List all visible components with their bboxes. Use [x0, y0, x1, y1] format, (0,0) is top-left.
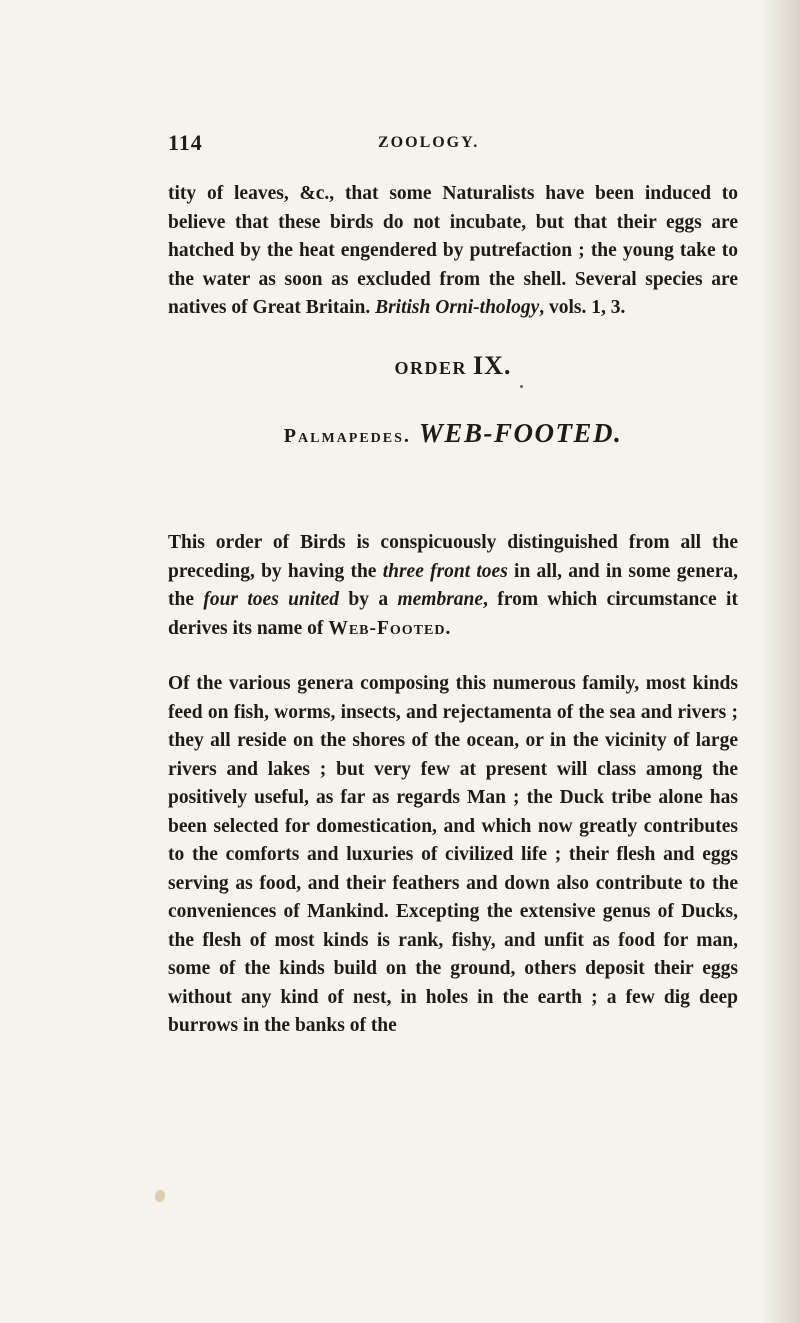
order-numeral: IX.	[473, 351, 512, 380]
order-heading	[168, 351, 738, 381]
paragraph-text: tity of leaves, &c., that some Naturalists have been induced to believe that these birds do not incubate, but that their eggs are hatched by the heat engendered by putrefaction ; the young take to the water as soon as excluded from the shell. Several species are natives of Great Britain.	[168, 183, 738, 318]
page-header	[168, 130, 728, 162]
paragraph-order-description	[168, 529, 738, 643]
paragraph-text: This order of Birds is conspicuously distinguished from all the preceding, by having the	[168, 532, 738, 582]
paragraph-text: , from which circumstance it derives its name of	[168, 589, 738, 639]
citation-volumes: , vols. 1, 3.	[539, 297, 626, 318]
paragraph-text: in all, and in some genera, the	[168, 560, 738, 610]
emphasis-three-front-toes: three front toes	[382, 560, 508, 582]
emphasis-membrane: membrane	[397, 589, 484, 610]
ink-speck	[520, 385, 523, 388]
order-latin-name: Palmapedes.	[283, 425, 411, 447]
paragraph-text: .	[445, 617, 451, 639]
order-label: ORDER	[394, 358, 468, 378]
page-stain	[155, 1190, 165, 1202]
paragraph-continuation	[168, 180, 738, 323]
paragraph-genera: Of the various genera composing this numerous family, most kinds feed on fish, worms, insects, and rejectamenta of the sea and rivers ; they all reside on the shores of the ocean, or in the vicinity of large rivers and lakes ; but very few at present will class among the positively useful, as far as regards Man ; the Duck tribe alone has been selected for domestication, and which now greatly contributes to the comforts and luxuries of civilized life ; their flesh and eggs serving as food, and their feathers and down also contribute to the conveniences of Mankind. Excepting the extensive genus of Ducks, the flesh of most kinds is rank, fishy, and unfit as food for man, some of the kinds build on the ground, others deposit their eggs without any kind of nest, in holes in the earth ; a few dig deep burrows in the banks of the	[168, 673, 738, 1036]
order-title	[168, 418, 738, 449]
citation-title: British Orni-thology	[375, 297, 540, 318]
page-number: 114	[168, 130, 203, 155]
running-head: ZOOLOGY.	[378, 134, 480, 151]
paragraph-text: by a	[339, 589, 398, 610]
emphasis-web-footed: Web-Footed	[328, 617, 446, 639]
emphasis-four-toes-united: four toes united	[203, 589, 340, 610]
order-english-name: WEB-FOOTED.	[418, 418, 623, 448]
